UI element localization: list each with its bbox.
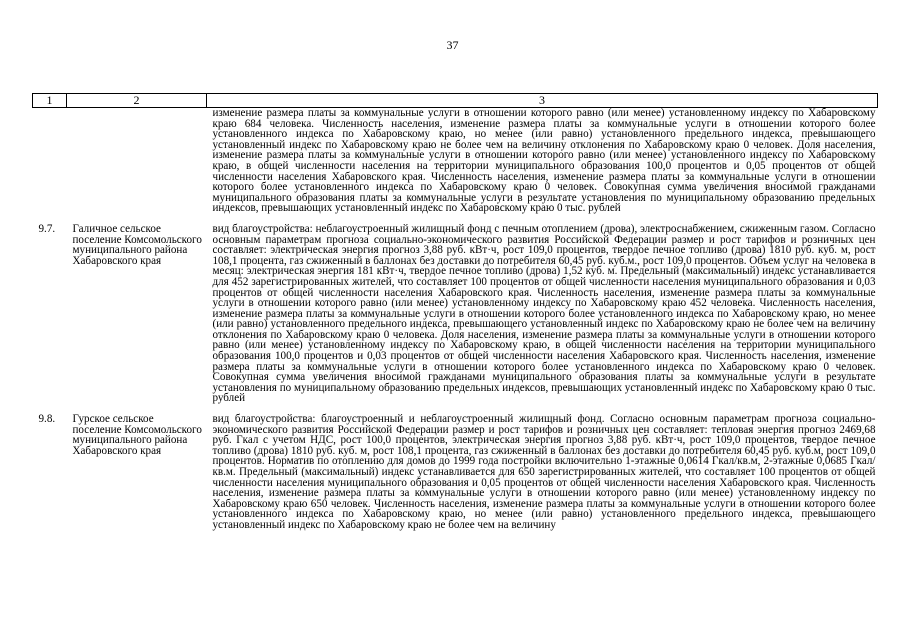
column-header-3: 3 <box>207 94 878 108</box>
row-description: вид благоустройства: благоустроенный и неблагоустроенный жилищный фонд. Согласно основным параметрам прогноза социально-экономического развития Российской Федерации размер и рост тарифов и розничных цен составляет: тепловая энергия прогноз 2469,68 руб. Гкал с учетом НДС, рост 100,0 процентов, электрическая энергия прогноз 3,88 руб. кВт·ч, рост 109,0 процентов, твердое печное топливо (дрова) 1810 руб. куб. м, рост 108,1 процента, газ сжиженный в баллонах без доставки до потребителя 60,45 руб. куб.м, рост 109,0 процентов. Норматив по отоплению для домов до 1999 года постройки включительно 1-этажные 0,0614 Гкал/кв.м, 2-этажные 0,0685 Гкал/кв.м. Предельный (максимальный) индекс устанавливается для 650 зарегистрированных жителей, что составляет 100 процентов от общей численности населения муниципального образования и 0,05 процентов от общей численности населения Хабаровского края. Численность населения, изменение размера платы за коммунальные услуги в отношении которого равно (или менее) установленному индексу по Хабаровскому краю 650 человек. Численность населения, изменение размера платы за коммунальные услуги в отношении которого более установленного индекса по Хабаровскому краю, но менее (или равно) установленного предельного индекса, превышающего установленный индекс по Хабаровскому краю не более чем на величину <box>212 413 876 531</box>
table-row <box>33 404 878 531</box>
table-body <box>33 108 878 531</box>
table-row <box>33 214 878 404</box>
column-header-1: 1 <box>33 94 67 108</box>
page-number: 37 <box>446 38 459 52</box>
table-row <box>33 108 878 214</box>
municipality-name: Гурское сельское поселение Комсомольского муниципального района Хабаровского края <box>72 413 202 457</box>
row-number <box>33 108 67 214</box>
table-header-row <box>33 94 878 108</box>
column-header-2: 2 <box>67 94 207 108</box>
municipality-name: Галичное сельское поселение Комсомольского муниципального района Хабаровского края <box>72 222 202 267</box>
row-number: 9.7. <box>38 222 56 235</box>
municipality-name <box>67 108 207 214</box>
table-header <box>33 94 878 108</box>
row-number: 9.8. <box>38 413 56 426</box>
document-table <box>32 93 878 531</box>
row-description: изменение размера платы за коммунальные услуги в отношении которого равно (или менее) установленному индексу по Хабаровскому краю 684 человека. Численность населения, изменение размера платы за коммунальные услуги в отношении которого более установленного индекса по Хабаровскому краю, но менее (или равно) установленного предельного индекса, превышающего установленный индекс по Хабаровскому краю не более чем на величину отклонения по Хабаровскому краю 0 человек. Доля населения, изменение размера платы за коммунальные услуги в отношении которого равно (или менее) установленного индексу по Хабаровскому краю, в общей численности населения на территории муниципального образования 100,0 процентов и 0,05 процентов от общей численности населения Хабаровского края. Численность населения, изменение размера платы за коммунальные услуги в отношении которого более установленного индекса по Хабаровскому краю 0 человек. Совокупная сумма увеличения вносимой гражданами муниципального образования платы за коммунальные услуги в результате установления по муниципальному образованию предельных индексов, превышающих установленный индекс по Хабаровскому краю 0 тыс. рублей <box>212 107 876 215</box>
row-description: вид благоустройства: неблагоустроенный жилищный фонд с печным отоплением (дрова), электроснабжением, сжиженным газом. Согласно основным параметрам прогноза социально-экономического развития Российской Федерации размер и рост тарифов и розничных цен составляет: электрическая энергия прогноз 3,88 руб. кВт·ч, рост 109,0 процентов, твердое печное топливо (дрова) 1810 руб. куб. м, рост 108,1 процента, газ сжиженный в баллонах без доставки до потребителя 60,45 руб. куб.м., рост 109,0 процентов. Объем услуг на человека в месяц: электрическая энергия 181 кВт·ч, твердое печное топливо (дрова) 1,52 куб. м. Предельный (максимальный) индекс устанавливается для 452 зарегистрированных жителей, что составляет 100 процентов от общей численности населения муниципального образования и 0,03 процентов от общей численности населения Хабаровского края. Численность населения, изменение размера платы за коммунальные услуги в отношении которого равно (или менее) установленному индексу по Хабаровскому краю 452 человека. Численность населения, изменение размера платы за коммунальные услуги в отношении которого более установленного индекса по Хабаровскому краю, но менее (или равно) установленного предельного индекса, превышающего установленный индекс по Хабаровскому краю не более чем на величину отклонения по Хабаровскому краю 0 человека. Доля населения, изменение размера платы за коммунальные услуги в отношении которого равно (или менее) установленному индексу по Хабаровскому краю, в общей численности населения на территории муниципального образования 100,0 процентов и 0,03 процентов от общей численности населения Хабаровского края. Численность населения, изменение размера платы за коммунальные услуги в отношении которого более установленного индекса по Хабаровскому краю 0 человек. Совокупная сумма увеличения вносимой гражданами муниципального образования платы за коммунальные услуги в результате установления по муниципальному образованию предельных индексов, превышающих установленный индекс по Хабаровскому краю 0 тыс. рублей <box>212 222 876 405</box>
